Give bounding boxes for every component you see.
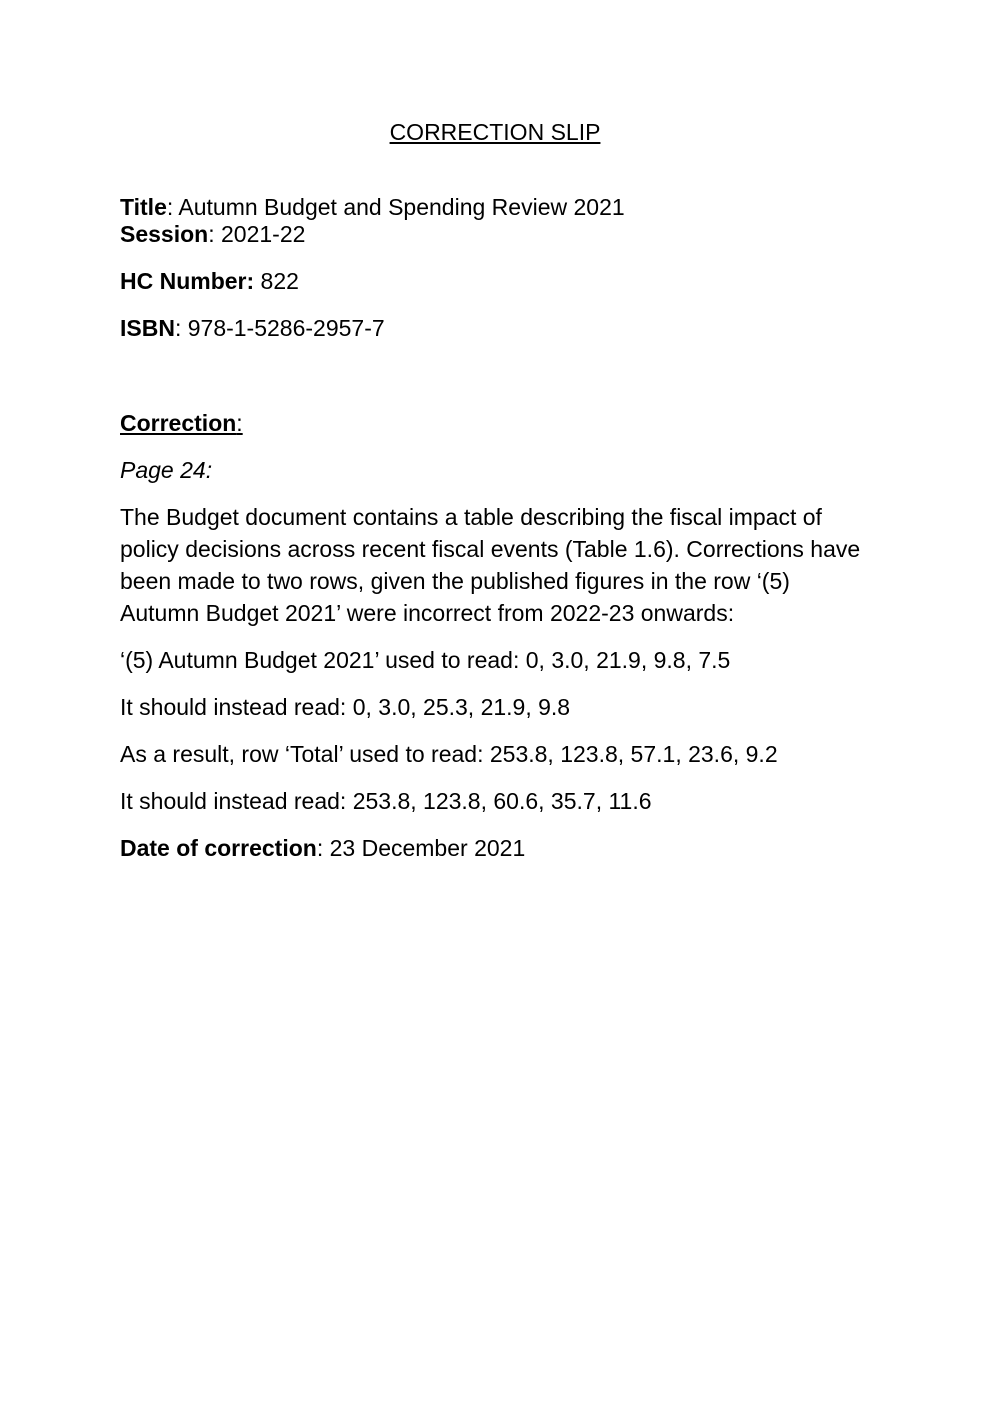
session-label: Session bbox=[120, 221, 209, 247]
session-line bbox=[120, 221, 870, 248]
date-of-correction-line bbox=[120, 832, 870, 864]
date-of-correction-value: : 23 December 2021 bbox=[316, 835, 526, 861]
hc-number-line bbox=[120, 268, 870, 295]
title-line bbox=[120, 194, 870, 221]
old-row-values-line: ‘(5) Autumn Budget 2021’ used to read: 0, 3.0, 21.9, 9.8, 7.5 bbox=[120, 647, 731, 673]
isbn-label: ISBN bbox=[120, 315, 175, 341]
hc-number-value: 822 bbox=[254, 268, 299, 294]
hc-number-label: HC Number: bbox=[120, 268, 255, 294]
isbn-value: : 978-1-5286-2957-7 bbox=[174, 315, 385, 341]
description-paragraph: The Budget document contains a table describing the fiscal impact of policy decisions across recent fiscal events (Table 1.6). Corrections have been made to two rows, given the published figures in the row ‘(5) Autumn Budget 2021’ were incorrect from 2022-23 onwards: bbox=[120, 504, 861, 626]
session-value: : 2021-22 bbox=[208, 221, 306, 247]
page-reference: Page 24: bbox=[120, 457, 213, 483]
page-title bbox=[120, 118, 870, 146]
new-total-values-line: It should instead read: 253.8, 123.8, 60.6, 35.7, 11.6 bbox=[120, 788, 652, 814]
correction-heading-bold: Correction bbox=[120, 410, 237, 436]
correction-heading-text bbox=[120, 410, 243, 436]
title-value: : Autumn Budget and Spending Review 2021 bbox=[166, 194, 625, 220]
correction-heading-colon: : bbox=[236, 410, 243, 436]
new-row-values-line: It should instead read: 0, 3.0, 25.3, 21.9, 9.8 bbox=[120, 694, 571, 720]
isbn-line bbox=[120, 315, 870, 342]
title-and-session-block bbox=[120, 194, 870, 248]
old-total-values-line: As a result, row ‘Total’ used to read: 253.8, 123.8, 57.1, 23.6, 9.2 bbox=[120, 741, 778, 767]
page-title-text: CORRECTION SLIP bbox=[389, 119, 601, 145]
title-label: Title bbox=[120, 194, 167, 220]
date-of-correction-label: Date of correction bbox=[120, 835, 317, 861]
correction-heading bbox=[120, 407, 870, 439]
